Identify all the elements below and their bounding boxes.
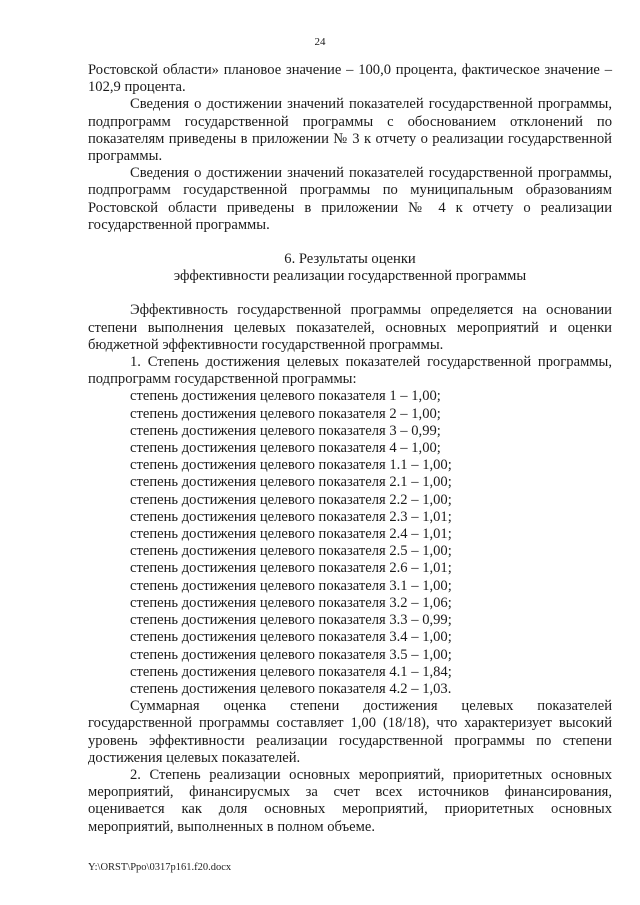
list-item: степень достижения целевого показателя 3.4 – 1,00; [130, 629, 452, 646]
list-item: степень достижения целевого показателя 4.2 – 1,03. [130, 680, 452, 697]
list-item: степень достижения целевого показателя 2.4 – 1,01; [130, 526, 452, 543]
list-item: степень достижения целевого показателя 2.6 – 1,01; [130, 560, 452, 577]
spacer [88, 234, 612, 251]
list-item: степень достижения целевого показателя 2.3 – 1,01; [130, 508, 452, 525]
paragraph-appendix-3: Сведения о достижении значений показателей государственной программы, подпрограмм государственной программы с обоснованием отклонений по показателям приведены в приложении № 3 к отчету о реализации государственной программы. [88, 96, 612, 165]
section-heading-line1: 6. Результаты оценки [284, 251, 416, 268]
paragraph-intro: Эффективность государственной программы определяется на основании степени выполнения целевых показателей, основных мероприятий и оценки бюджетной эффективности государственной программы. [88, 302, 612, 353]
list-item: степень достижения целевого показателя 3.3 – 0,99; [130, 612, 452, 629]
paragraph-item-2: 2. Степень реализации основных мероприятий, приоритетных основных мероприятий, финансирусмых за счет всех источников финансирования, оценивается как доля основных мероприятий, приоритетных основных мероприятий, выполненных в полном объеме. [88, 766, 612, 835]
list-item: степень достижения целевого показателя 2.5 – 1,00; [130, 543, 452, 560]
paragraph-continuation: Ростовской области» плановое значение – 100,0 процента, фактическое значение – 102,9 процента. [88, 62, 612, 96]
list-item: степень достижения целевого показателя 3 – 0,99; [130, 422, 441, 439]
list-item: степень достижения целевого показателя 4.1 – 1,84; [130, 663, 452, 680]
list-item: степень достижения целевого показателя 2.2 – 1,00; [130, 491, 452, 508]
page-number: 24 [314, 36, 326, 48]
paragraph-summary: Суммарная оценка степени достижения целевых показателей государственной программы составляет 1,00 (18/18), что характеризует высокий уровень эффективности реализации государственной программы по степени достижения целевых показателей. [88, 698, 612, 766]
list-item: степень достижения целевого показателя 2 – 1,00; [130, 405, 441, 422]
list-item: степень достижения целевого показателя 1.1 – 1,00; [130, 457, 452, 474]
list-item: степень достижения целевого показателя 1 – 1,00; [130, 388, 441, 405]
indicator-list [88, 388, 612, 698]
list-item: степень достижения целевого показателя 4 – 1,00; [130, 440, 441, 457]
document-body [88, 62, 612, 836]
paragraph-item-1: 1. Степень достижения целевых показателей государственной программы, подпрограмм государственной программы: [88, 354, 612, 388]
list-item: степень достижения целевого показателя 2.1 – 1,00; [130, 474, 452, 491]
list-item: степень достижения целевого показателя 3.1 – 1,00; [130, 577, 452, 594]
list-item: степень достижения целевого показателя 3.2 – 1,06; [130, 594, 452, 611]
section-heading-line2: эффективности реализации государственной программы [173, 268, 527, 285]
paragraph-appendix-4: Сведения о достижении значений показателей государственной программы, подпрограмм государственной программы по муниципальным образованиям Ростовской области приведены в приложении № 4 к отчету о реализации государственной программы. [88, 165, 612, 233]
footer-file-path: Y:\ORST\Ppo\0317p161.f20.docx [88, 862, 232, 873]
list-item: степень достижения целевого показателя 3.5 – 1,00; [130, 646, 452, 663]
spacer [88, 285, 612, 302]
